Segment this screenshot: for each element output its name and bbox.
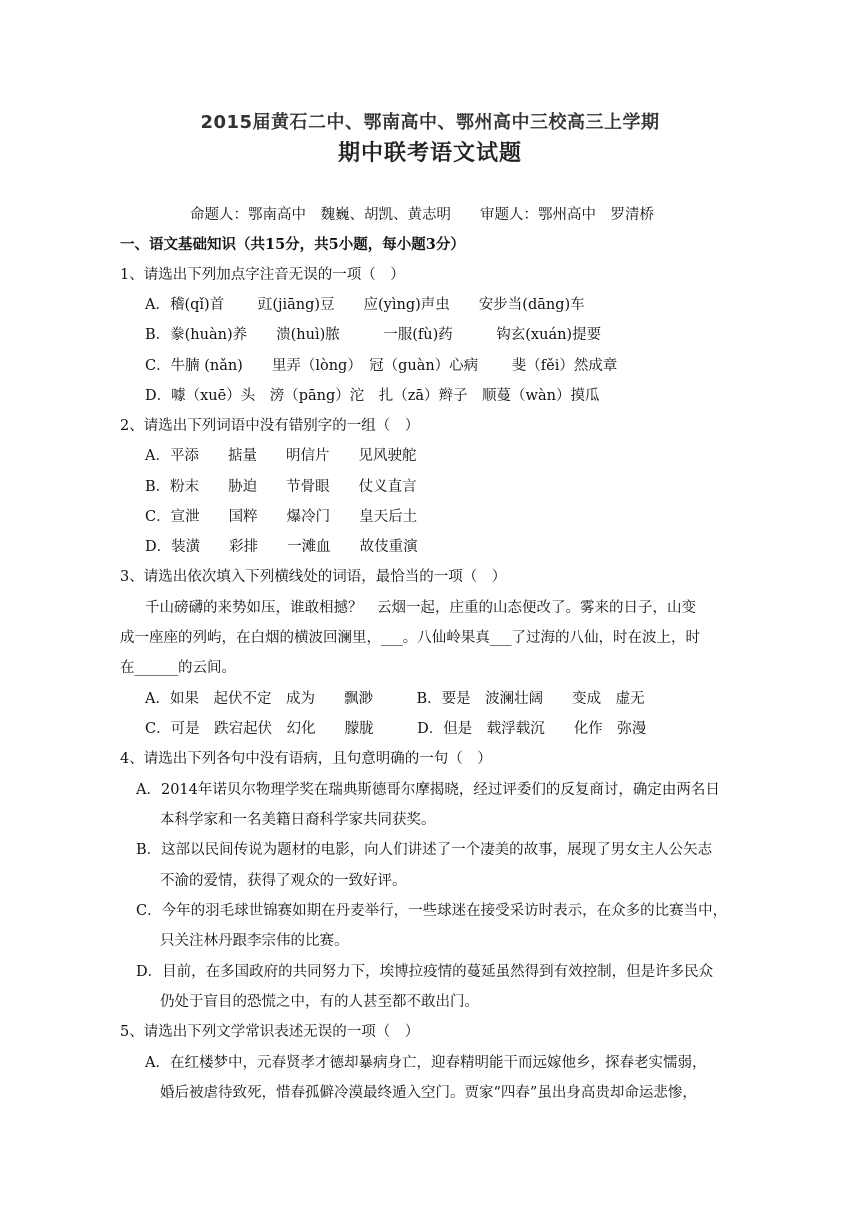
exam-title-line1: 2015届黄石二中、鄂南高中、鄂州高中三校高三上学期 <box>200 112 660 133</box>
question-3-passage-line-2: 成一座座的列屿，在白烟的横波回澜里，___。八仙岭果真___了过海的八仙，时在波上，时 <box>120 630 700 646</box>
question-2-option-d: D．装潢 彩排 一滩血 故伎重演 <box>145 539 418 555</box>
question-4-option-a-line-2: 本科学家和一名美籍日裔科学家共同获奖。 <box>160 812 436 828</box>
question-4-option-b-line-2: 不渝的爱情，获得了观众的一致好评。 <box>160 873 407 889</box>
question-4-option-c-line-1: C．今年的羽毛球世锦赛如期在丹麦举行，一些球迷在接受采访时表示，在众多的比赛当中， <box>136 903 728 919</box>
question-1-stem: 1、请选出下列加点字注音无误的一项（ ） <box>120 267 405 283</box>
question-5-stem: 5、请选出下列文学常识表述无误的一项（ ） <box>120 1024 420 1040</box>
section-heading: 一、语文基础知识（共15分，共5小题，每小题3分） <box>120 236 465 253</box>
question-1-option-a: A．稽(qǐ)首 豇(jiāng)豆 应(yìng)声虫 安步当(dāng)车 <box>145 297 585 313</box>
exam-title-line2: 期中联考语文试题 <box>337 141 522 166</box>
question-4-option-a-line-1: A．2014年诺贝尔物理学奖在瑞典斯德哥尔摩揭晓，经过评委们的反复商讨，确定由两名日 <box>136 782 720 798</box>
question-2-option-b: B．粉末 胁迫 节骨眼 仗义直言 <box>145 479 417 495</box>
question-1-option-b: B．豢(huàn)养 溃(huì)脓 一服(fù)药 钩玄(xuán)提要 <box>145 327 602 343</box>
question-3-stem: 3、请选出依次填入下列横线处的词语，最恰当的一项（ ） <box>120 569 507 585</box>
question-4-option-b-line-1: B．这部以民间传说为题材的电影，向人们讲述了一个凄美的故事，展现了男女主人公矢志 <box>136 842 713 858</box>
question-4-stem: 4、请选出下列各句中没有语病，且句意明确的一句（ ） <box>120 751 492 767</box>
question-3-passage-line-1: 千山磅礴的来势如压，谁敢相撼？ 云烟一起，庄重的山态便改了。雾来的日子，山变 <box>145 600 696 616</box>
question-4-option-d-line-2: 仍处于盲目的恐慌之中，有的人甚至都不敢出门。 <box>160 994 479 1010</box>
question-3-options-ab: A．如果 起伏不定 成为 飘渺 B．要是 波澜壮阔 变成 虚无 <box>145 691 645 707</box>
question-5-option-a-line-1: A．在红楼梦中，元春贤孝才德却暴病身亡，迎春精明能干而远嫁他乡，探春老实懦弱， <box>145 1055 707 1071</box>
question-3-passage-line-3: 在______的云间。 <box>120 660 236 676</box>
question-2-option-a: A．平添 掂量 明信片 见风驶舵 <box>145 448 417 464</box>
question-3-options-cd: C．可是 跌宕起伏 幻化 朦胧 D．但是 载浮载沉 化作 弥漫 <box>145 721 647 737</box>
question-2-option-c: C．宣泄 国粹 爆冷门 皇天后土 <box>145 509 418 525</box>
question-2-stem: 2、请选出下列词语中没有错别字的一组（ ） <box>120 418 420 434</box>
authors-line: 命题人：鄂南高中 魏巍、胡凯、黄志明 审题人：鄂州高中 罗清桥 <box>190 207 654 223</box>
question-1-option-d: D．噱（xuē）头 滂（pāng）沱 扎（zā）辫子 顺蔓（wàn）摸瓜 <box>145 388 600 404</box>
question-5-option-a-line-2: 婚后被虐待致死，惜春孤僻冷漠最终遁入空门。贾家“四春”虽出身高贵却命运悲惨， <box>160 1085 697 1101</box>
question-4-option-c-line-2: 只关注林丹跟李宗伟的比赛。 <box>160 933 349 949</box>
question-4-option-d-line-1: D．目前，在多国政府的共同努力下，埃博拉疫情的蔓延虽然得到有效控制，但是许多民众 <box>136 964 714 980</box>
question-1-option-c: C．牛腩 (nǎn) 里弄（lòng） 冠（guàn）心病 斐（fěi）然成章 <box>145 358 618 374</box>
